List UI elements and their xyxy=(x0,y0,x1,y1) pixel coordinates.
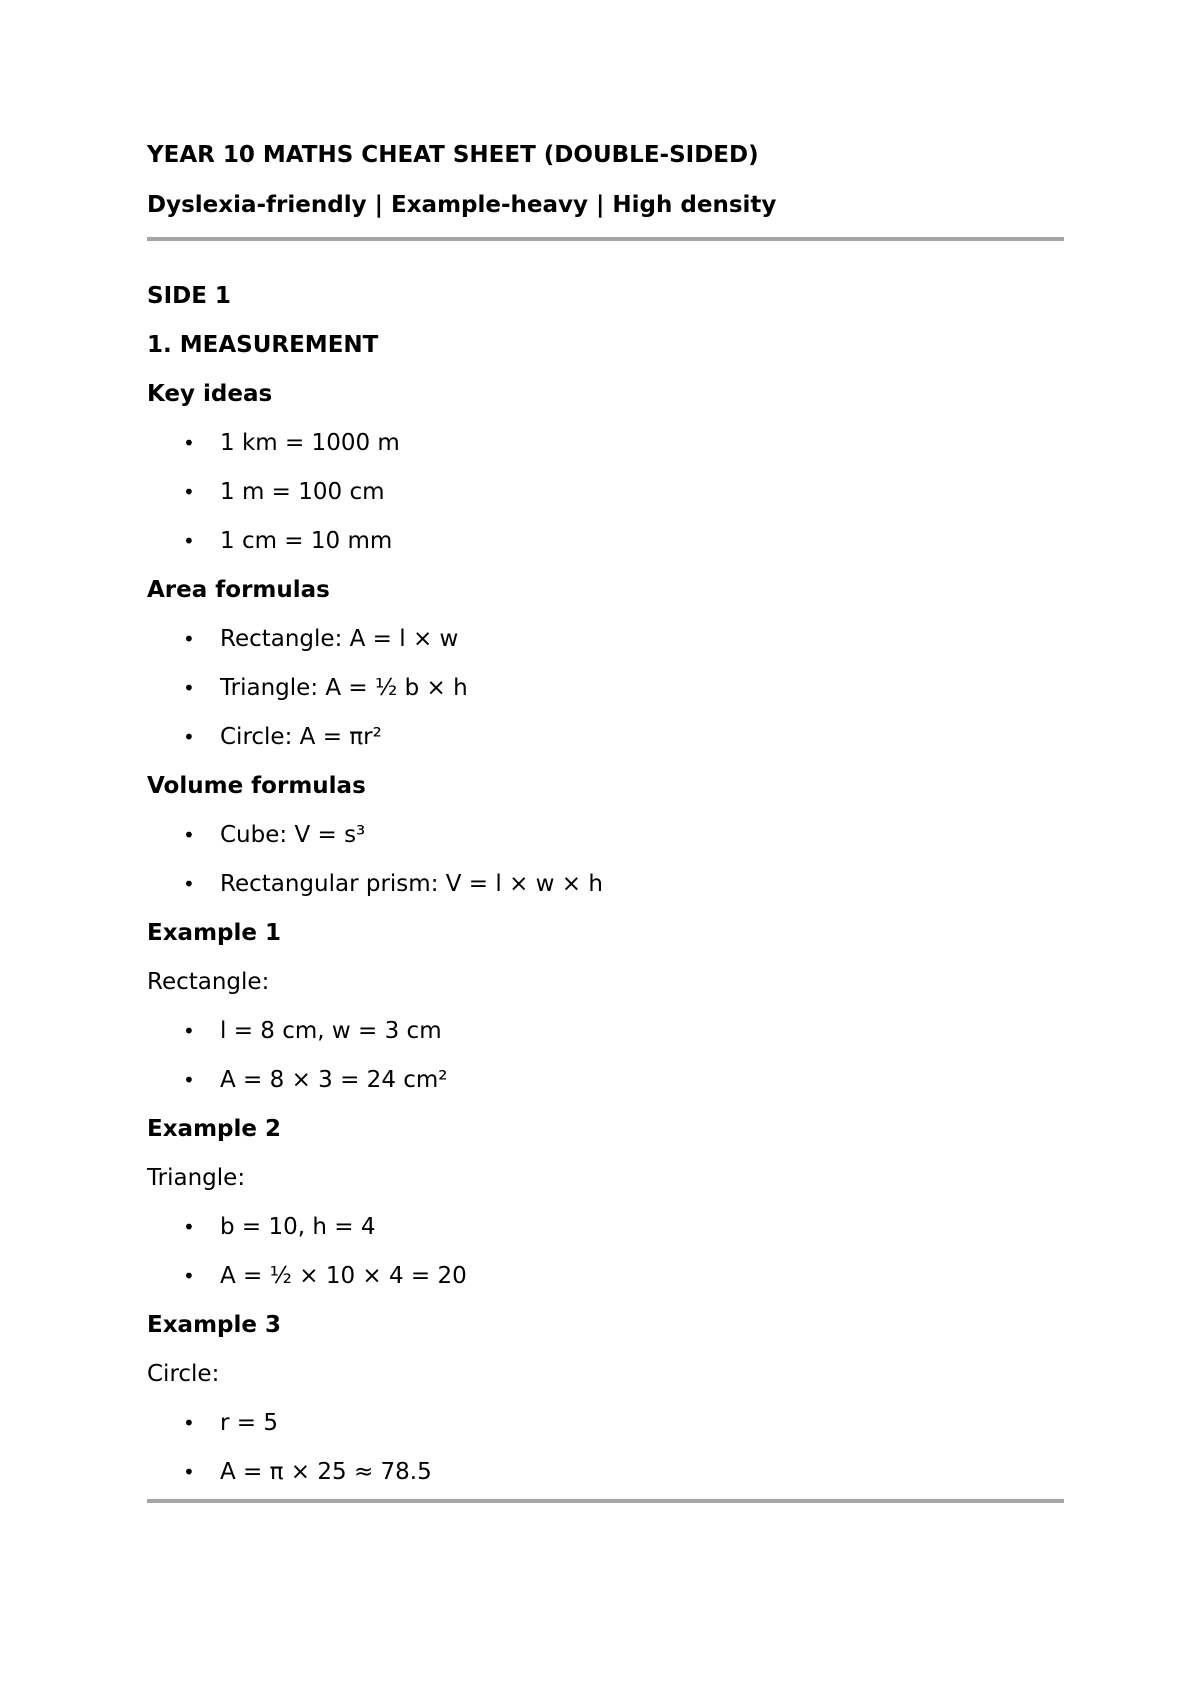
bullet-icon: • xyxy=(183,823,195,847)
example-2-heading: Example 2 xyxy=(147,1116,281,1142)
document-title: YEAR 10 MATHS CHEAT SHEET (DOUBLE-SIDED) xyxy=(147,142,759,168)
list-item-text: Rectangular prism: V = l × w × h xyxy=(220,871,603,897)
example-2-label: Triangle: xyxy=(147,1165,246,1191)
bullet-icon: • xyxy=(183,627,195,651)
side-label: SIDE 1 xyxy=(147,283,231,309)
bullet-icon: • xyxy=(183,1019,195,1043)
example-3-label: Circle: xyxy=(147,1361,220,1387)
list-item xyxy=(147,820,1064,850)
list-item xyxy=(147,1261,1064,1291)
example-1-list xyxy=(147,1016,1064,1095)
list-item xyxy=(147,1212,1064,1242)
bullet-icon: • xyxy=(183,676,195,700)
bullet-icon: • xyxy=(183,1460,195,1484)
list-item-text: A = ½ × 10 × 4 = 20 xyxy=(220,1263,467,1289)
bullet-icon: • xyxy=(183,725,195,749)
volume-formulas-list xyxy=(147,820,1064,899)
area-formulas-list xyxy=(147,624,1064,752)
list-item xyxy=(147,1016,1064,1046)
list-item-text: 1 km = 1000 m xyxy=(220,430,400,456)
list-item xyxy=(147,1408,1064,1438)
example-1-label: Rectangle: xyxy=(147,969,270,995)
list-item-text: r = 5 xyxy=(220,1410,278,1436)
list-item-text: Rectangle: A = l × w xyxy=(220,626,459,652)
list-item xyxy=(147,869,1064,899)
key-ideas-heading: Key ideas xyxy=(147,381,273,407)
bullet-icon: • xyxy=(183,872,195,896)
list-item-text: 1 cm = 10 mm xyxy=(220,528,393,554)
bullet-icon: • xyxy=(183,431,195,455)
list-item-text: Triangle: A = ½ b × h xyxy=(220,675,468,701)
bullet-icon: • xyxy=(183,1411,195,1435)
example-1-heading: Example 1 xyxy=(147,920,281,946)
bullet-icon: • xyxy=(183,480,195,504)
top-divider xyxy=(147,237,1064,241)
list-item xyxy=(147,1457,1064,1487)
section-heading: 1. MEASUREMENT xyxy=(147,332,379,358)
bullet-icon: • xyxy=(183,1068,195,1092)
list-item-text: A = π × 25 ≈ 78.5 xyxy=(220,1459,432,1485)
list-item xyxy=(147,428,1064,458)
list-item xyxy=(147,673,1064,703)
key-ideas-list xyxy=(147,428,1064,556)
list-item-text: b = 10, h = 4 xyxy=(220,1214,376,1240)
area-formulas-heading: Area formulas xyxy=(147,577,330,603)
example-3-heading: Example 3 xyxy=(147,1312,281,1338)
list-item-text: l = 8 cm, w = 3 cm xyxy=(220,1018,442,1044)
list-item-text: Cube: V = s³ xyxy=(220,822,366,848)
list-item xyxy=(147,722,1064,752)
volume-formulas-heading: Volume formulas xyxy=(147,773,366,799)
list-item-text: 1 m = 100 cm xyxy=(220,479,385,505)
list-item-text: Circle: A = πr² xyxy=(220,724,382,750)
list-item xyxy=(147,477,1064,507)
example-3-list xyxy=(147,1408,1064,1487)
list-item xyxy=(147,526,1064,556)
bullet-icon: • xyxy=(183,1215,195,1239)
document-page xyxy=(147,140,1064,1503)
bullet-icon: • xyxy=(183,529,195,553)
bottom-divider xyxy=(147,1499,1064,1503)
document-subtitle: Dyslexia-friendly | Example-heavy | High density xyxy=(147,192,777,218)
bullet-icon: • xyxy=(183,1264,195,1288)
list-item-text: A = 8 × 3 = 24 cm² xyxy=(220,1067,448,1093)
list-item xyxy=(147,624,1064,654)
example-2-list xyxy=(147,1212,1064,1291)
list-item xyxy=(147,1065,1064,1095)
